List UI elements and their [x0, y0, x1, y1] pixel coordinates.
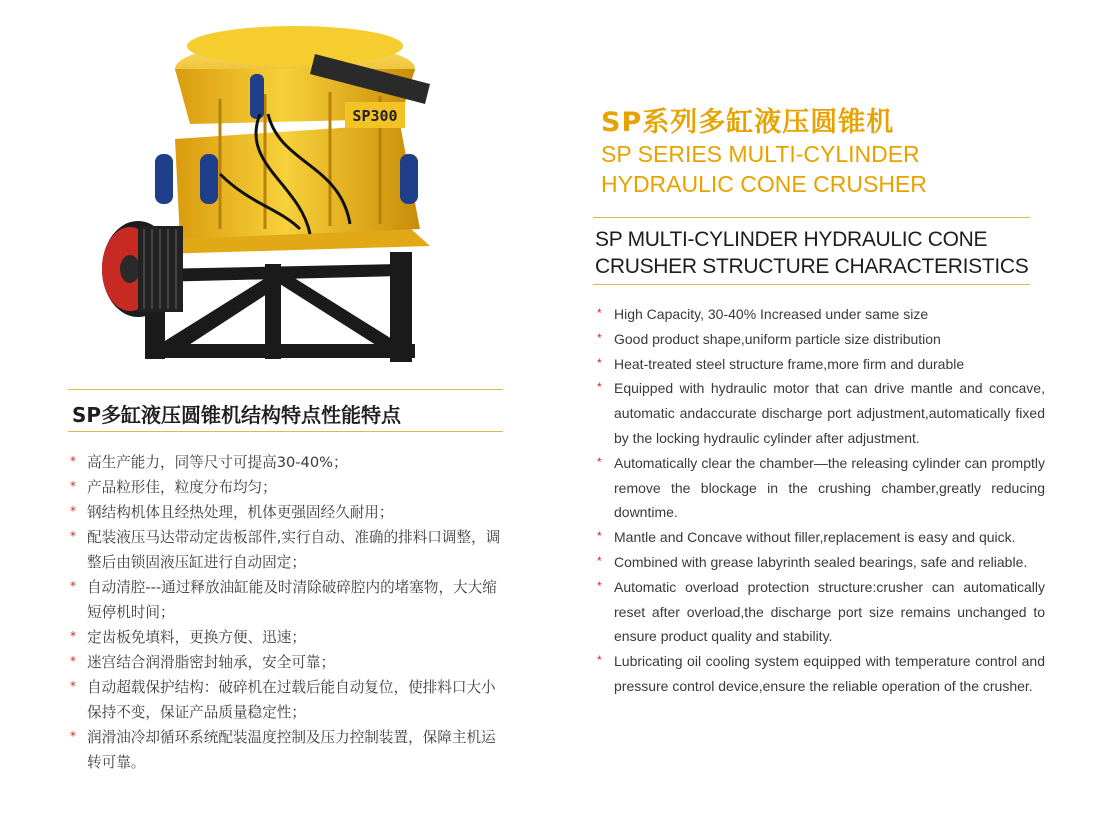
- list-item: * 迷宫结合润滑脂密封轴承，安全可靠；: [70, 654, 336, 671]
- list-item: * High Capacity, 30-40% Increased under same size: [597, 306, 929, 322]
- drive-pulley: [102, 221, 183, 317]
- divider-line: [593, 284, 1030, 285]
- bullet-star-icon: *: [597, 529, 602, 544]
- en-feature-list: [597, 302, 1045, 699]
- steel-base-frame: [145, 252, 415, 362]
- list-item: * 润滑油冷却循环系统配装温度控制及压力控制装置，保障主机运转可靠。: [70, 729, 496, 771]
- bullet-star-icon: *: [70, 654, 76, 668]
- bullet-star-icon: *: [597, 578, 602, 593]
- bullet-star-icon: *: [70, 479, 76, 493]
- list-item: * 自动超载保护结构：破碎机在过载后能自动复位，使排料口大小保持不变，保证产品质量稳定性；: [70, 679, 496, 721]
- list-item: * Heat-treated steel structure frame,more firm and durable: [597, 355, 965, 372]
- cn-section-heading: SP多缸液压圆锥机结构特点性能特点: [72, 403, 402, 427]
- bullet-star-icon: *: [70, 579, 76, 593]
- en-title: [601, 139, 927, 199]
- bullet-star-icon: *: [597, 653, 602, 668]
- divider-line: [593, 217, 1030, 218]
- bullet-star-icon: *: [70, 454, 76, 468]
- bullet-star-icon: *: [597, 454, 602, 469]
- divider-line: [68, 389, 503, 390]
- list-item: * 高生产能力，同等尺寸可提高30-40%；: [70, 454, 348, 471]
- list-item: * Combined with grease labyrinth sealed bearings, safe and reliable.: [597, 553, 1028, 570]
- divider-line: [68, 431, 503, 432]
- bullet-star-icon: *: [597, 306, 602, 320]
- bullet-star-icon: *: [597, 355, 602, 370]
- en-section-heading: [595, 226, 1045, 280]
- en-heading-line: CRUSHER STRUCTURE CHARACTERISTICS: [595, 255, 1029, 278]
- list-item: * 钢结构机体且经热处理，机体更强固经久耐用；: [70, 504, 394, 521]
- cone-crusher-illustration: [100, 14, 445, 374]
- cn-title: SP系列多缸液压圆锥机: [601, 107, 895, 138]
- bullet-star-icon: *: [597, 553, 602, 568]
- bullet-star-icon: *: [597, 330, 602, 345]
- model-label: SP300: [352, 107, 398, 125]
- list-item: * 自动清腔---通过释放油缸能及时清除破碎腔内的堵塞物，大大缩短停机时间；: [70, 579, 497, 621]
- list-item: * Automatic overload protection structure:crusher can automatically reset after overload,the discharge port size remains unchanged to ensure product quality and stability.: [597, 578, 1045, 645]
- bullet-star-icon: *: [70, 729, 76, 743]
- bullet-star-icon: *: [70, 679, 76, 693]
- en-title-line: SP SERIES MULTI-CYLINDER: [601, 141, 920, 167]
- bullet-star-icon: *: [597, 380, 602, 395]
- bullet-star-icon: *: [70, 504, 76, 518]
- list-item: * 定齿板免填料，更换方便、迅速；: [70, 629, 306, 646]
- list-item: * Lubricating oil cooling system equipped with temperature control and pressure control device,ensure the reliable operation of the crusher.: [597, 653, 1045, 694]
- list-item: * 产品粒形佳，粒度分布均匀；: [70, 479, 277, 496]
- list-item: * Mantle and Concave without filler,replacement is easy and quick.: [597, 529, 1016, 546]
- en-heading-line: SP MULTI-CYLINDER HYDRAULIC CONE: [595, 228, 988, 251]
- list-item: * 配装液压马达带动定齿板部件,实行自动、准确的排料口调整，调整后由锁固液压缸进行自动固定；: [70, 529, 501, 571]
- bullet-star-icon: *: [70, 629, 76, 643]
- list-item: * Automatically clear the chamber—the releasing cylinder can promptly remove the blockage in the crushing chamber,greatly reducing downtime.: [597, 454, 1045, 521]
- cn-feature-list: [70, 450, 505, 775]
- bullet-star-icon: *: [70, 529, 76, 543]
- list-item: * Equipped with hydraulic motor that can drive mantle and concave, automatic andaccurate discharge port adjustment,automatically fixed by the locking hydraulic cylinder after adjustment.: [597, 380, 1045, 446]
- en-title-line: HYDRAULIC CONE CRUSHER: [601, 171, 927, 197]
- list-item: * Good product shape,uniform particle size distribution: [597, 330, 941, 347]
